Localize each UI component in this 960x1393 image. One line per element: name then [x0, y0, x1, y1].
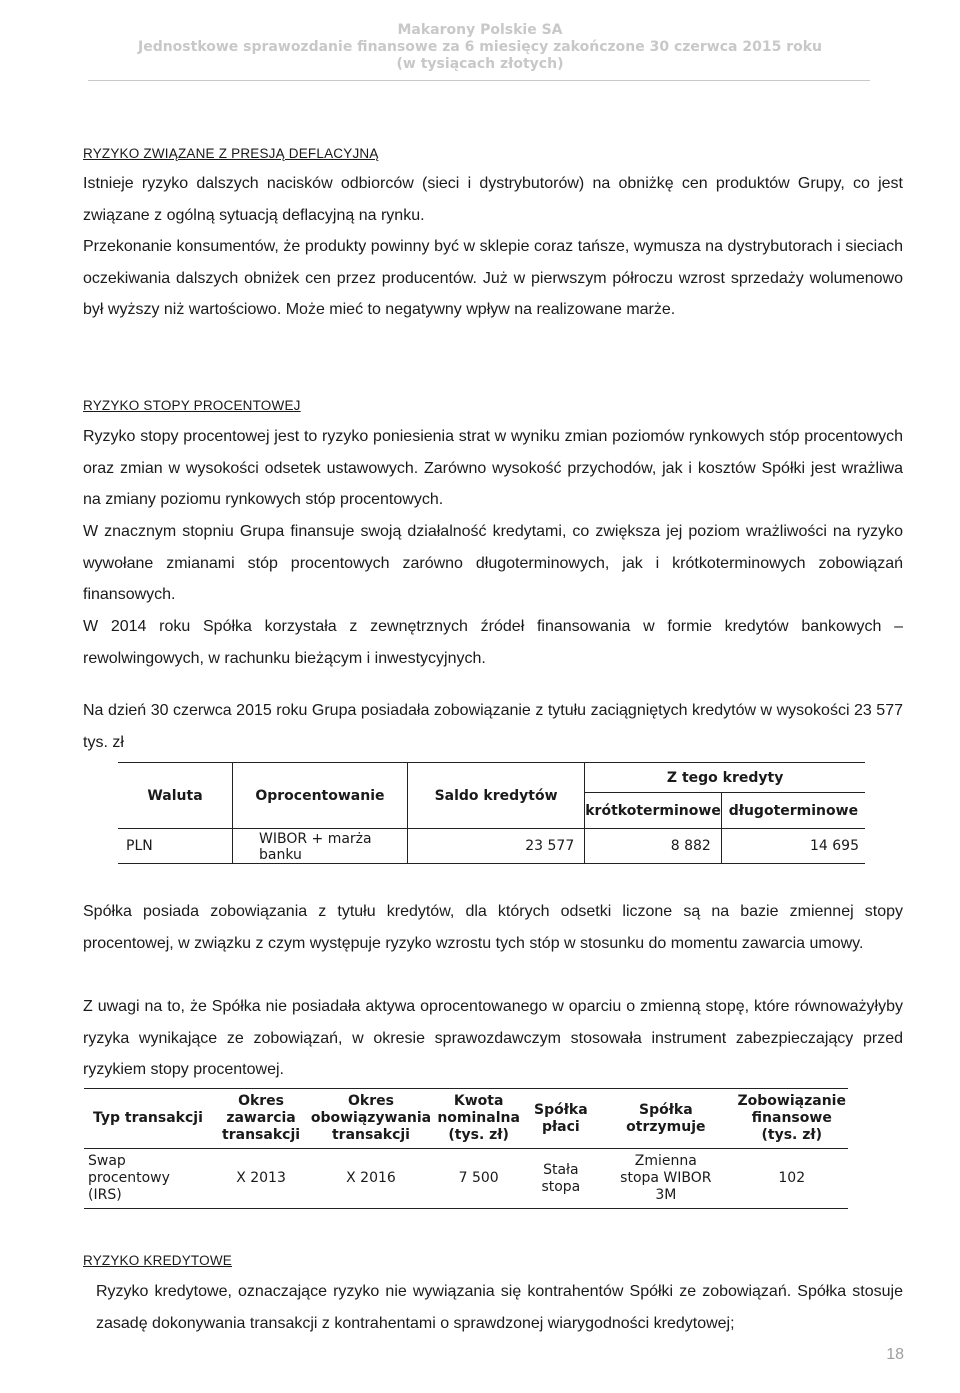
deflation-paragraph-1: Istnieje ryzyko dalszych nacisków odbiorców (sieci i dystrybutorów) na obniżkę cen produktów Grupy, co jest związane z ogólną sytuacją deflacyjną na rynku.: [83, 175, 903, 224]
cell-interest: WIBOR + marża banku: [233, 829, 408, 864]
header-currency: Waluta: [118, 763, 233, 829]
cell-validity-period: X 2016: [310, 1149, 432, 1209]
cell-nominal-amount: 7 500: [432, 1149, 526, 1209]
header-rule: [88, 80, 870, 81]
cell-company-receives: Zmienna stopa WIBOR 3M: [596, 1149, 735, 1209]
header-validity-period: Okres obowiązywania transakcji: [310, 1089, 432, 1149]
cell-conclusion-period: X 2013: [212, 1149, 310, 1209]
header-nominal-amount: Kwota nominalna (tys. zł): [432, 1089, 526, 1149]
interest-paragraph-2: W znacznym stopniu Grupa finansuje swoją działalność kredytami, co zwiększa jej poziom wrażliwości na ryzyko wywołane zmianami stóp procentowych zarówno długoterminowych, jak i krótkoterminowych zobowiązań finansowych.: [83, 523, 903, 603]
header-short-term: krótkoterminowe: [585, 793, 722, 829]
cell-company-pays: Stała stopa: [526, 1149, 597, 1209]
interest-paragraph-1: Ryzyko stopy procentowej jest to ryzyko poniesienia strat w wyniku zmian poziomów rynkowych stóp procentowych oraz zmian w wysokości odsetek ustawowych. Zarówno wysokość przychodów, jak i kosztów Spółki jest wrażliwa na zmiany poziomu rynkowych stóp procentowych.: [83, 428, 903, 508]
interest-paragraph-3: W 2014 roku Spółka korzystała z zewnętrznych źródeł finansowania w formie kredytów bankowych – rewolwingowych, w rachunku bieżącym i inwestycyjnych.: [83, 618, 903, 667]
interest-paragraph-4: Na dzień 30 czerwca 2015 roku Grupa posiadała zobowiązanie z tytułu zaciągniętych kredytów w wysokości 23 577 tys. zł: [83, 702, 903, 751]
report-units: (w tysiącach złotych): [396, 56, 564, 72]
header-of-which: Z tego kredyty: [585, 763, 865, 793]
header-transaction-type: Typ transakcji: [84, 1089, 212, 1149]
header-company-pays: Spółka płaci: [526, 1089, 597, 1149]
section-heading-interest: RYZYKO STOPY PROCENTOWEJ: [83, 398, 301, 413]
cell-financial-liability: 102: [736, 1149, 849, 1209]
table-row: [84, 1149, 848, 1209]
page-number: 18: [886, 1346, 904, 1363]
header-balance: Saldo kredytów: [407, 763, 584, 829]
section-heading-credit: RYZYKO KREDYTOWE: [83, 1253, 232, 1268]
cell-currency: PLN: [118, 829, 233, 864]
interest-paragraph-6: Z uwagi na to, że Spółka nie posiadała aktywa oprocentowanego w oparciu o zmienną stopę, które równoważyłyby ryzyka wynikające ze zobowiązań, w okresie sprawozdawczym stosowała instrument zabezpieczający przed ryzykiem stopy procentowej.: [83, 998, 903, 1078]
header-long-term: długoterminowe: [721, 793, 865, 829]
swap-table: [84, 1088, 848, 1209]
deflation-paragraph-2: Przekonanie konsumentów, że produkty powinny być w sklepie coraz tańsze, wymusza na dystrybutorach i sieciach oczekiwania dalszych obniżek cen przez producentów. Już w pierwszym półroczu wzrost sprzedaży wolumenowo był wyższy niż wartościowo. Może mieć to negatywny wpływ na realizowane marże.: [83, 238, 903, 318]
cell-short-term: 8 882: [585, 829, 722, 864]
loan-table: [118, 762, 865, 864]
interest-paragraph-5: Spółka posiada zobowiązania z tytułu kredytów, dla których odsetki liczone są na bazie zmiennej stopy procentowej, w związku z czym występuje ryzyko wzrostu tych stóp w stosunku do momentu zawarcia umowy.: [83, 903, 903, 952]
company-name: Makarony Polskie SA: [397, 22, 563, 38]
cell-balance: 23 577: [407, 829, 584, 864]
header-interest: Oprocentowanie: [233, 763, 408, 829]
credit-paragraph-1: Ryzyko kredytowe, oznaczające ryzyko nie wywiązania się kontrahentów Spółki ze zobowiązań. Spółka stosuje zasadę dokonywania transakcji z kontrahentami o sprawdzonej wiarygodności kredytowej;: [96, 1283, 903, 1332]
report-title: Jednostkowe sprawozdanie finansowe za 6 miesięcy zakończone 30 czerwca 2015 roku: [137, 39, 823, 55]
header-financial-liability: Zobowiązanie finansowe (tys. zł): [736, 1089, 849, 1149]
cell-long-term: 14 695: [721, 829, 865, 864]
header-company-receives: Spółka otrzymuje: [596, 1089, 735, 1149]
table-row: [118, 829, 865, 864]
cell-transaction-type: Swap procentowy (IRS): [84, 1149, 212, 1209]
section-heading-deflation: RYZYKO ZWIĄZANE Z PRESJĄ DEFLACYJNĄ: [83, 146, 379, 161]
header-conclusion-period: Okres zawarcia transakcji: [212, 1089, 310, 1149]
